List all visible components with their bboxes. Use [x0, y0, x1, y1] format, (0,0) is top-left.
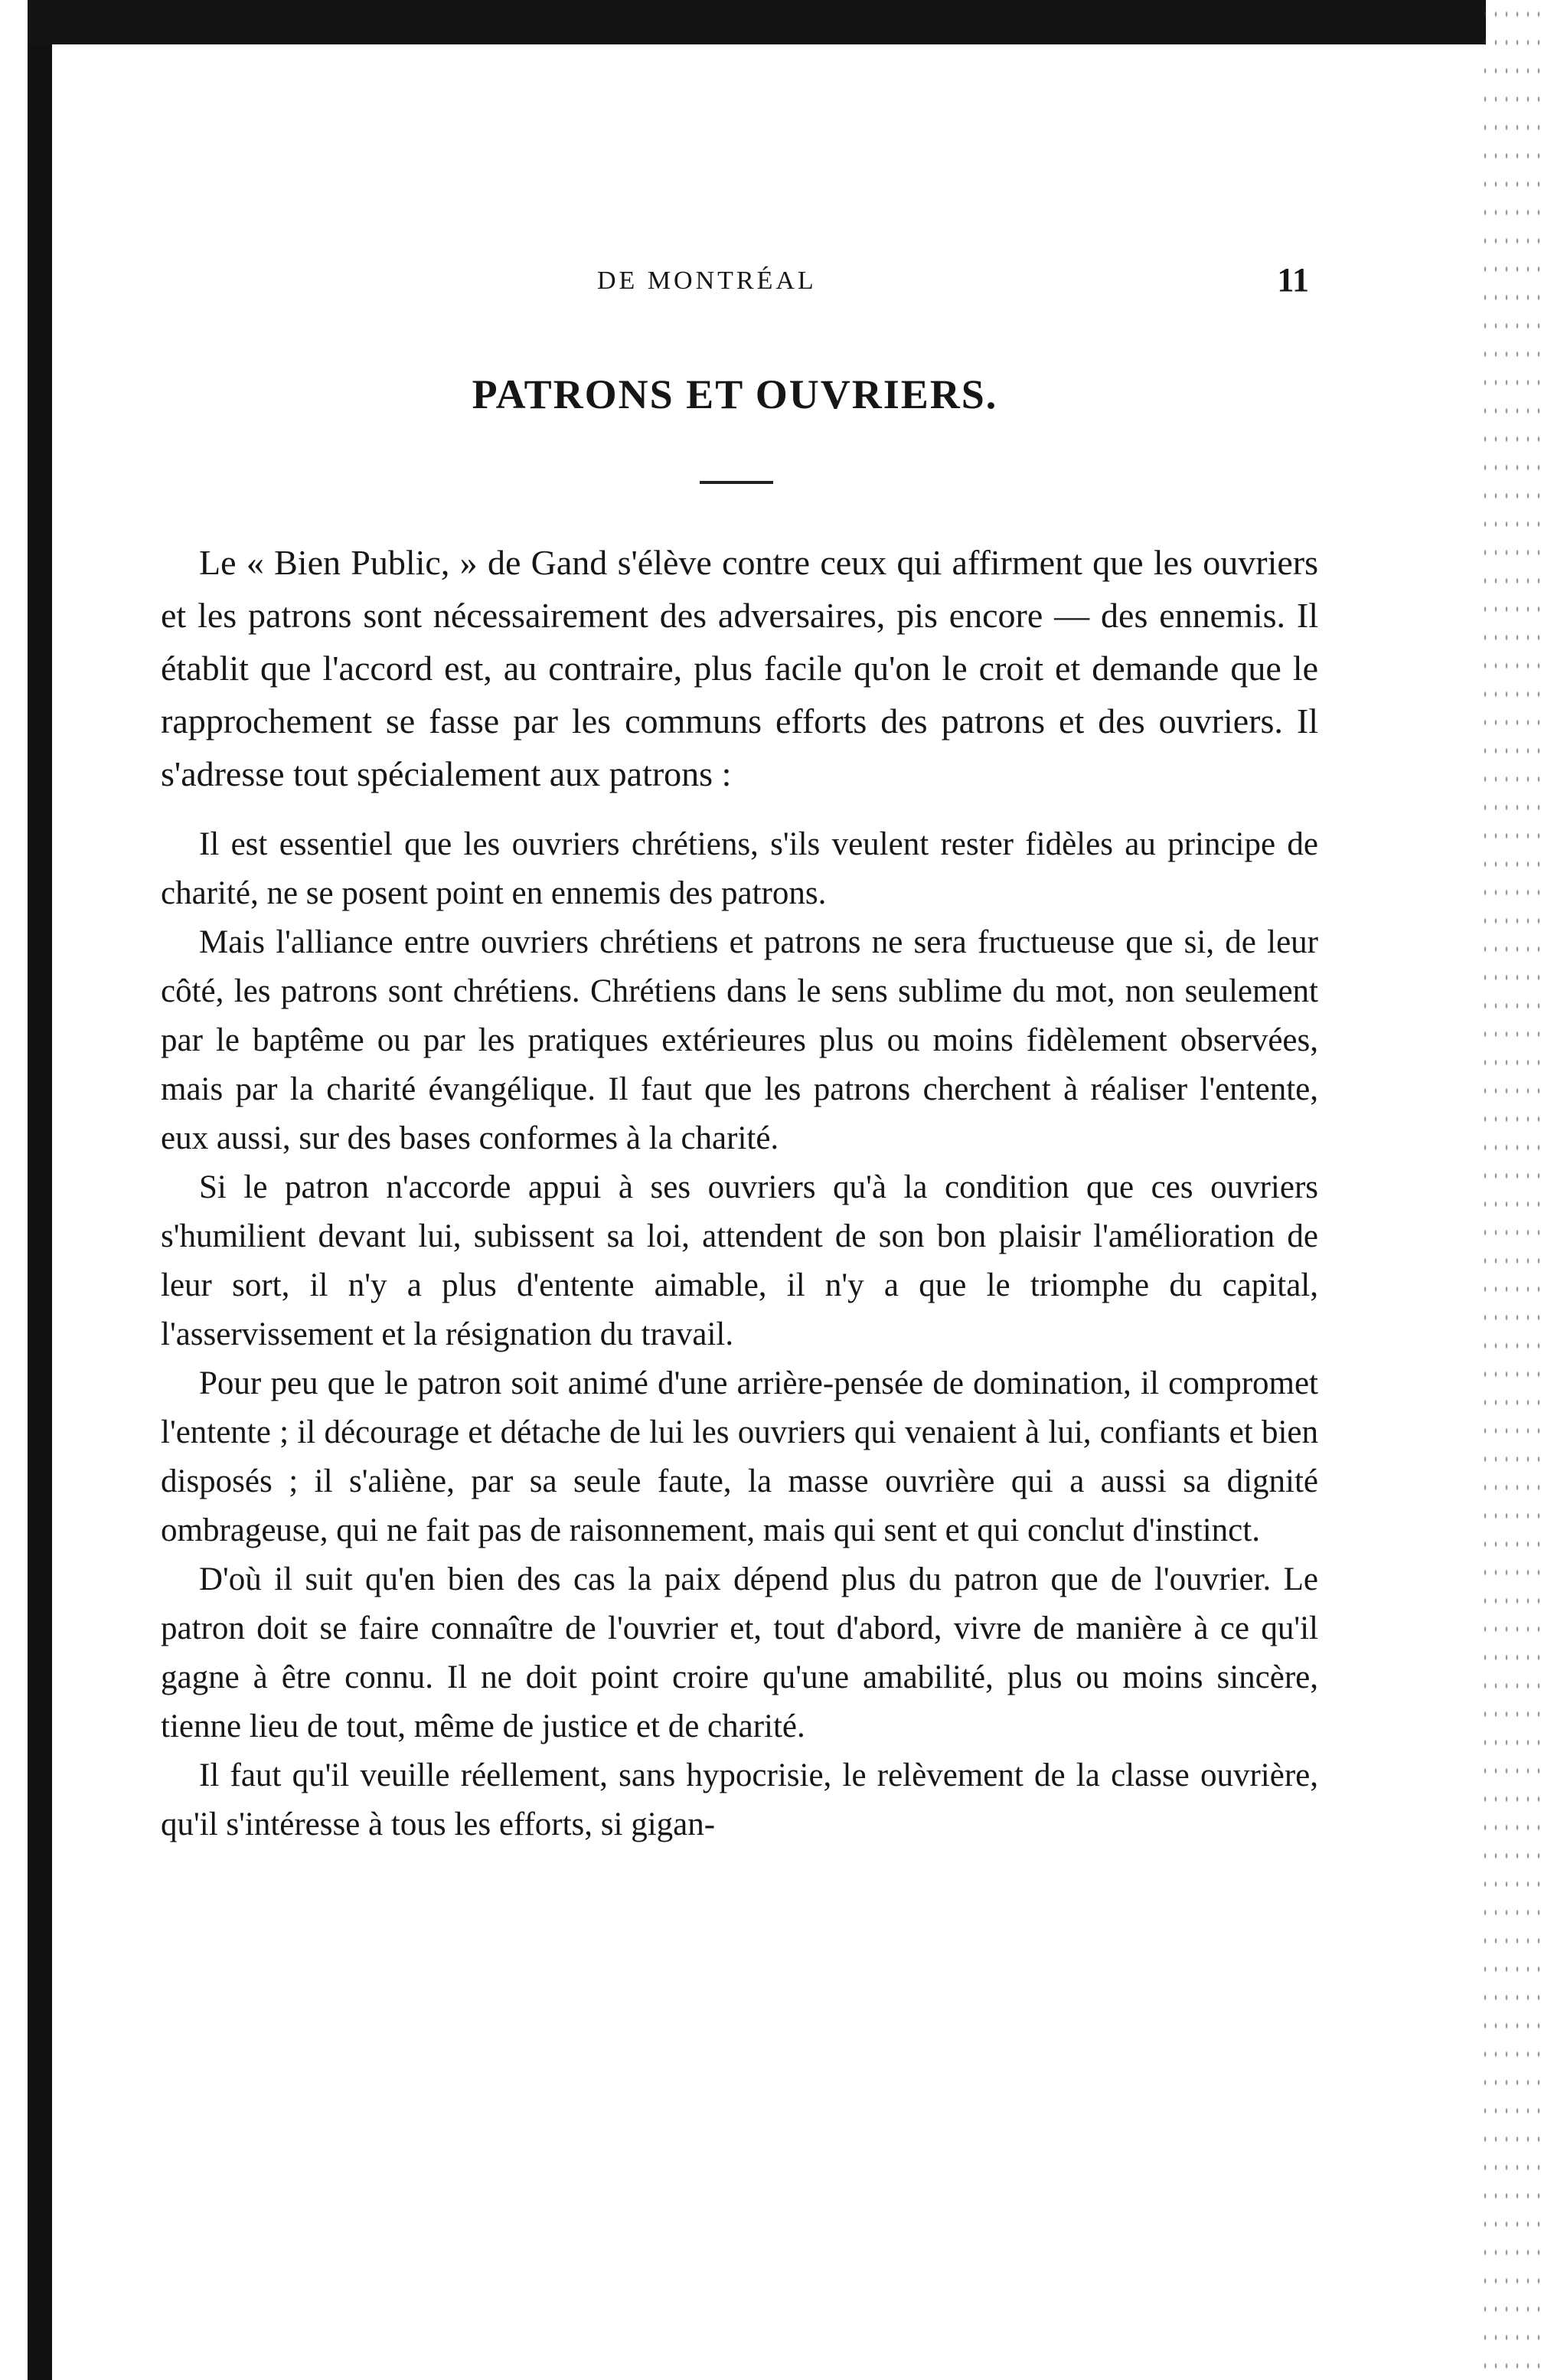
quoted-paragraph: Si le patron n'accorde appui à ses ouvriers qu'à la condition que ces ouvriers s'humilient devant lui, subissent sa loi, attendent de son bon plaisir l'amélioration de leur sort, il n'y a plus d'entente aimable, il n'y a que le triomphe du capital, l'asservissement et la résignation du travail. [161, 1169, 1318, 1352]
page-number: 11 [1277, 261, 1309, 299]
quoted-paragraph: Mais l'alliance entre ouvriers chrétiens et patrons ne sera fructueuse que si, de leur côté, les patrons sont chrétiens. Chrétiens dans le sens sublime du mot, non seulement par le baptême ou par les pratiques extérieures plus ou moins fidèlement observées, mais par la charité évangélique. Il faut que les patrons cherchent à réaliser l'entente, eux aussi, sur des bases conformes à la charité. [161, 924, 1318, 1156]
scan-noise [1480, 0, 1541, 2380]
quoted-paragraph: D'où il suit qu'en bien des cas la paix dépend plus du patron que de l'ouvrier. Le patron doit se faire connaître de l'ouvrier et, tout d'abord, vivre de manière à ce qu'il gagne à être connu. Il ne doit point croire qu'une amabilité, plus ou moins sincère, tienne lieu de tout, même de justice et de charité. [161, 1561, 1318, 1744]
scan-border-left [28, 0, 52, 2380]
article-body [161, 536, 1318, 1849]
running-header [161, 260, 1309, 306]
quoted-paragraph: Il est essentiel que les ouvriers chrétiens, s'ils veulent rester fidèles au principe de charité, ne se posent point en ennemis des patrons. [161, 826, 1318, 911]
quoted-paragraph: Pour peu que le patron soit animé d'une arrière-pensée de domination, il compromet l'entente ; il décourage et détache de lui les ouvriers qui venaient à lui, confiants et bien disposés ; il s'aliène, par sa seule faute, la masse ouvrière qui a aussi sa dignité ombrageuse, qui ne fait pas de raisonnement, mais qui sent et qui conclut d'instinct. [161, 1365, 1318, 1548]
quoted-paragraph: Il faut qu'il veuille réellement, sans hypocrisie, le relèvement de la classe ouvrière, qu'il s'intéresse à tous les efforts, si gigan- [161, 1757, 1318, 1842]
article-title: PATRONS ET OUVRIERS. [472, 371, 998, 417]
title-rule [700, 481, 773, 484]
scan-border-top [28, 0, 1486, 44]
intro-paragraph: Le « Bien Public, » de Gand s'élève contre ceux qui affirment que les ouvriers et les patrons sont nécessairement des adversaires, pis encore — des ennemis. Il établit que l'accord est, au contraire, plus facile qu'on le croit et demande que le rapprochement se fasse par les communs efforts des patrons et des ouvriers. Il s'adresse tout spécialement aux patrons : [161, 543, 1318, 793]
running-title: DE MONTRÉAL [597, 266, 817, 295]
